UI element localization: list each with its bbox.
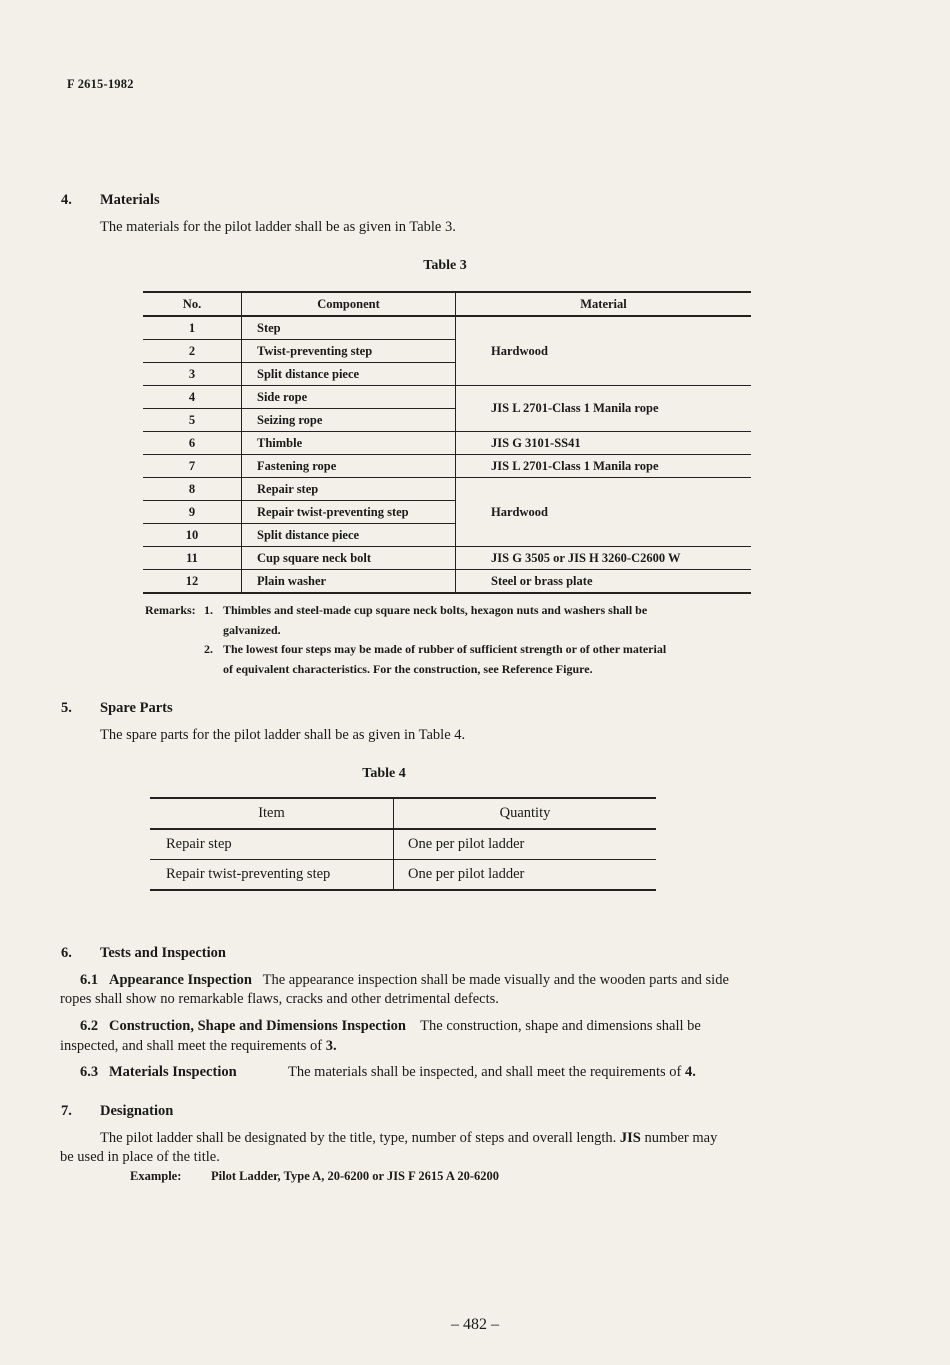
table-cell-component: Repair step — [242, 478, 456, 501]
section-6-1-text-line-1: The appearance inspection shall be made visually and the wooden parts and side — [262, 972, 729, 988]
remarks-label: Remarks: — [145, 603, 196, 617]
table-cell-no: 8 — [143, 478, 242, 501]
table-cell-material: JIS L 2701-Class 1 Manila rope — [456, 386, 752, 432]
table-cell-no: 6 — [143, 432, 242, 455]
table-cell-component: Step — [242, 316, 456, 340]
table-cell-no: 7 — [143, 455, 242, 478]
example-text: Pilot Ladder, Type A, 20-6200 or JIS F 2615 A 20-6200 — [211, 1169, 499, 1183]
table-cell-item: Repair step — [150, 829, 394, 860]
table-4-title: Table 4 — [362, 766, 406, 781]
section-6-3-reference: 4. — [685, 1064, 696, 1080]
section-7-line-1 — [100, 1128, 717, 1148]
remark-1-line-1: Thimbles and steel-made cup square neck bolts, hexagon nuts and washers shall be — [223, 603, 648, 617]
table-cell-item: Repair twist-preventing step — [150, 860, 394, 891]
table-cell-material: JIS G 3505 or JIS H 3260-C2600 W — [456, 547, 752, 570]
table-row — [143, 386, 751, 409]
section-7-text-line-1b: number may — [640, 1130, 718, 1146]
remark-2-line-2: of equivalent characteristics. For the construction, see Reference Figure. — [223, 662, 593, 676]
table-4-header-item: Item — [150, 798, 394, 829]
remark-1-line-2: galvanized. — [223, 623, 281, 637]
section-6-title: Tests and Inspection — [100, 945, 226, 961]
section-6-1 — [80, 970, 729, 990]
example-label: Example: — [130, 1169, 182, 1183]
table-row — [143, 316, 751, 340]
section-6-2-text-line-1: The construction, shape and dimensions shall be — [420, 1018, 701, 1034]
section-6-2-title: Construction, Shape and Dimensions Inspection — [109, 1018, 406, 1034]
table-cell-material: JIS L 2701-Class 1 Manila rope — [456, 455, 752, 478]
table-cell-no: 10 — [143, 524, 242, 547]
section-6-2-number: 6.2 — [80, 1018, 99, 1034]
table-cell-component: Twist-preventing step — [242, 340, 456, 363]
section-6-3 — [80, 1062, 237, 1082]
section-4-title: Materials — [100, 192, 160, 208]
section-6-1-text-line-2: ropes shall show no remarkable flaws, cracks and other detrimental defects. — [60, 991, 499, 1007]
section-6-3-number: 6.3 — [80, 1064, 99, 1080]
remark-2-line-1: The lowest four steps may be made of rubber of sufficient strength or of other material — [223, 642, 667, 656]
section-7-jis: JIS — [619, 1130, 641, 1146]
table-row — [143, 455, 751, 478]
table-3-header-material: Material — [456, 292, 752, 316]
table-cell-no: 3 — [143, 363, 242, 386]
remark-1-number: 1. — [204, 603, 213, 617]
table-cell-material: Hardwood — [456, 316, 752, 386]
section-6-1-number: 6.1 — [80, 972, 99, 988]
table-cell-component: Fastening rope — [242, 455, 456, 478]
table-cell-component: Repair twist-preventing step — [242, 501, 456, 524]
table-cell-quantity: One per pilot ladder — [394, 860, 657, 891]
section-6-2 — [80, 1016, 701, 1036]
section-6-3-text: The materials shall be inspected, and shall meet the requirements of — [288, 1064, 686, 1080]
table-cell-no: 11 — [143, 547, 242, 570]
table-row — [143, 570, 751, 594]
section-6-3-title: Materials Inspection — [109, 1064, 237, 1080]
table-4 — [150, 797, 656, 891]
section-7-text-line-2: be used in place of the title. — [60, 1149, 220, 1165]
table-row — [143, 478, 751, 501]
table-cell-component: Cup square neck bolt — [242, 547, 456, 570]
table-cell-component: Thimble — [242, 432, 456, 455]
section-5-number: 5. — [61, 700, 72, 716]
section-7-number: 7. — [61, 1103, 72, 1119]
table-row — [150, 829, 656, 860]
section-4-number: 4. — [61, 192, 72, 208]
table-3-title: Table 3 — [423, 258, 467, 273]
section-4-text: The materials for the pilot ladder shall be as given in Table 3. — [100, 219, 456, 235]
page-number: – 482 – — [451, 1316, 499, 1333]
table-cell-no: 12 — [143, 570, 242, 594]
table-3-header-component: Component — [242, 292, 456, 316]
section-7-title: Designation — [100, 1103, 174, 1119]
section-5-title: Spare Parts — [100, 700, 173, 716]
section-6-2-reference: 3. — [325, 1038, 337, 1054]
table-cell-quantity: One per pilot ladder — [394, 829, 657, 860]
table-cell-no: 5 — [143, 409, 242, 432]
table-4-header-quantity: Quantity — [394, 798, 657, 829]
table-cell-material: JIS G 3101-SS41 — [456, 432, 752, 455]
table-row — [143, 432, 751, 455]
table-cell-material: Steel or brass plate — [456, 570, 752, 594]
section-6-number: 6. — [61, 945, 72, 961]
section-7-text-line-1a: The pilot ladder shall be designated by the title, type, number of steps and overall length. — [100, 1130, 620, 1146]
table-cell-component: Split distance piece — [242, 524, 456, 547]
remark-2-number: 2. — [204, 642, 213, 656]
table-3-header-no: No. — [143, 292, 242, 316]
table-cell-no: 1 — [143, 316, 242, 340]
table-cell-no: 9 — [143, 501, 242, 524]
table-row — [150, 860, 656, 891]
table-cell-no: 2 — [143, 340, 242, 363]
table-cell-no: 4 — [143, 386, 242, 409]
table-3 — [143, 291, 751, 594]
document-id: F 2615-1982 — [67, 77, 134, 91]
section-6-2-text-line-2: inspected, and shall meet the requirements of — [60, 1038, 326, 1054]
section-6-1-title: Appearance Inspection — [109, 972, 252, 988]
table-row — [143, 547, 751, 570]
table-cell-component: Split distance piece — [242, 363, 456, 386]
table-cell-component: Seizing rope — [242, 409, 456, 432]
table-cell-material: Hardwood — [456, 478, 752, 547]
section-6-3-line — [288, 1062, 696, 1082]
table-cell-component: Plain washer — [242, 570, 456, 594]
section-6-2-line-2 — [60, 1036, 337, 1056]
table-cell-component: Side rope — [242, 386, 456, 409]
section-5-text: The spare parts for the pilot ladder shall be as given in Table 4. — [100, 727, 466, 743]
